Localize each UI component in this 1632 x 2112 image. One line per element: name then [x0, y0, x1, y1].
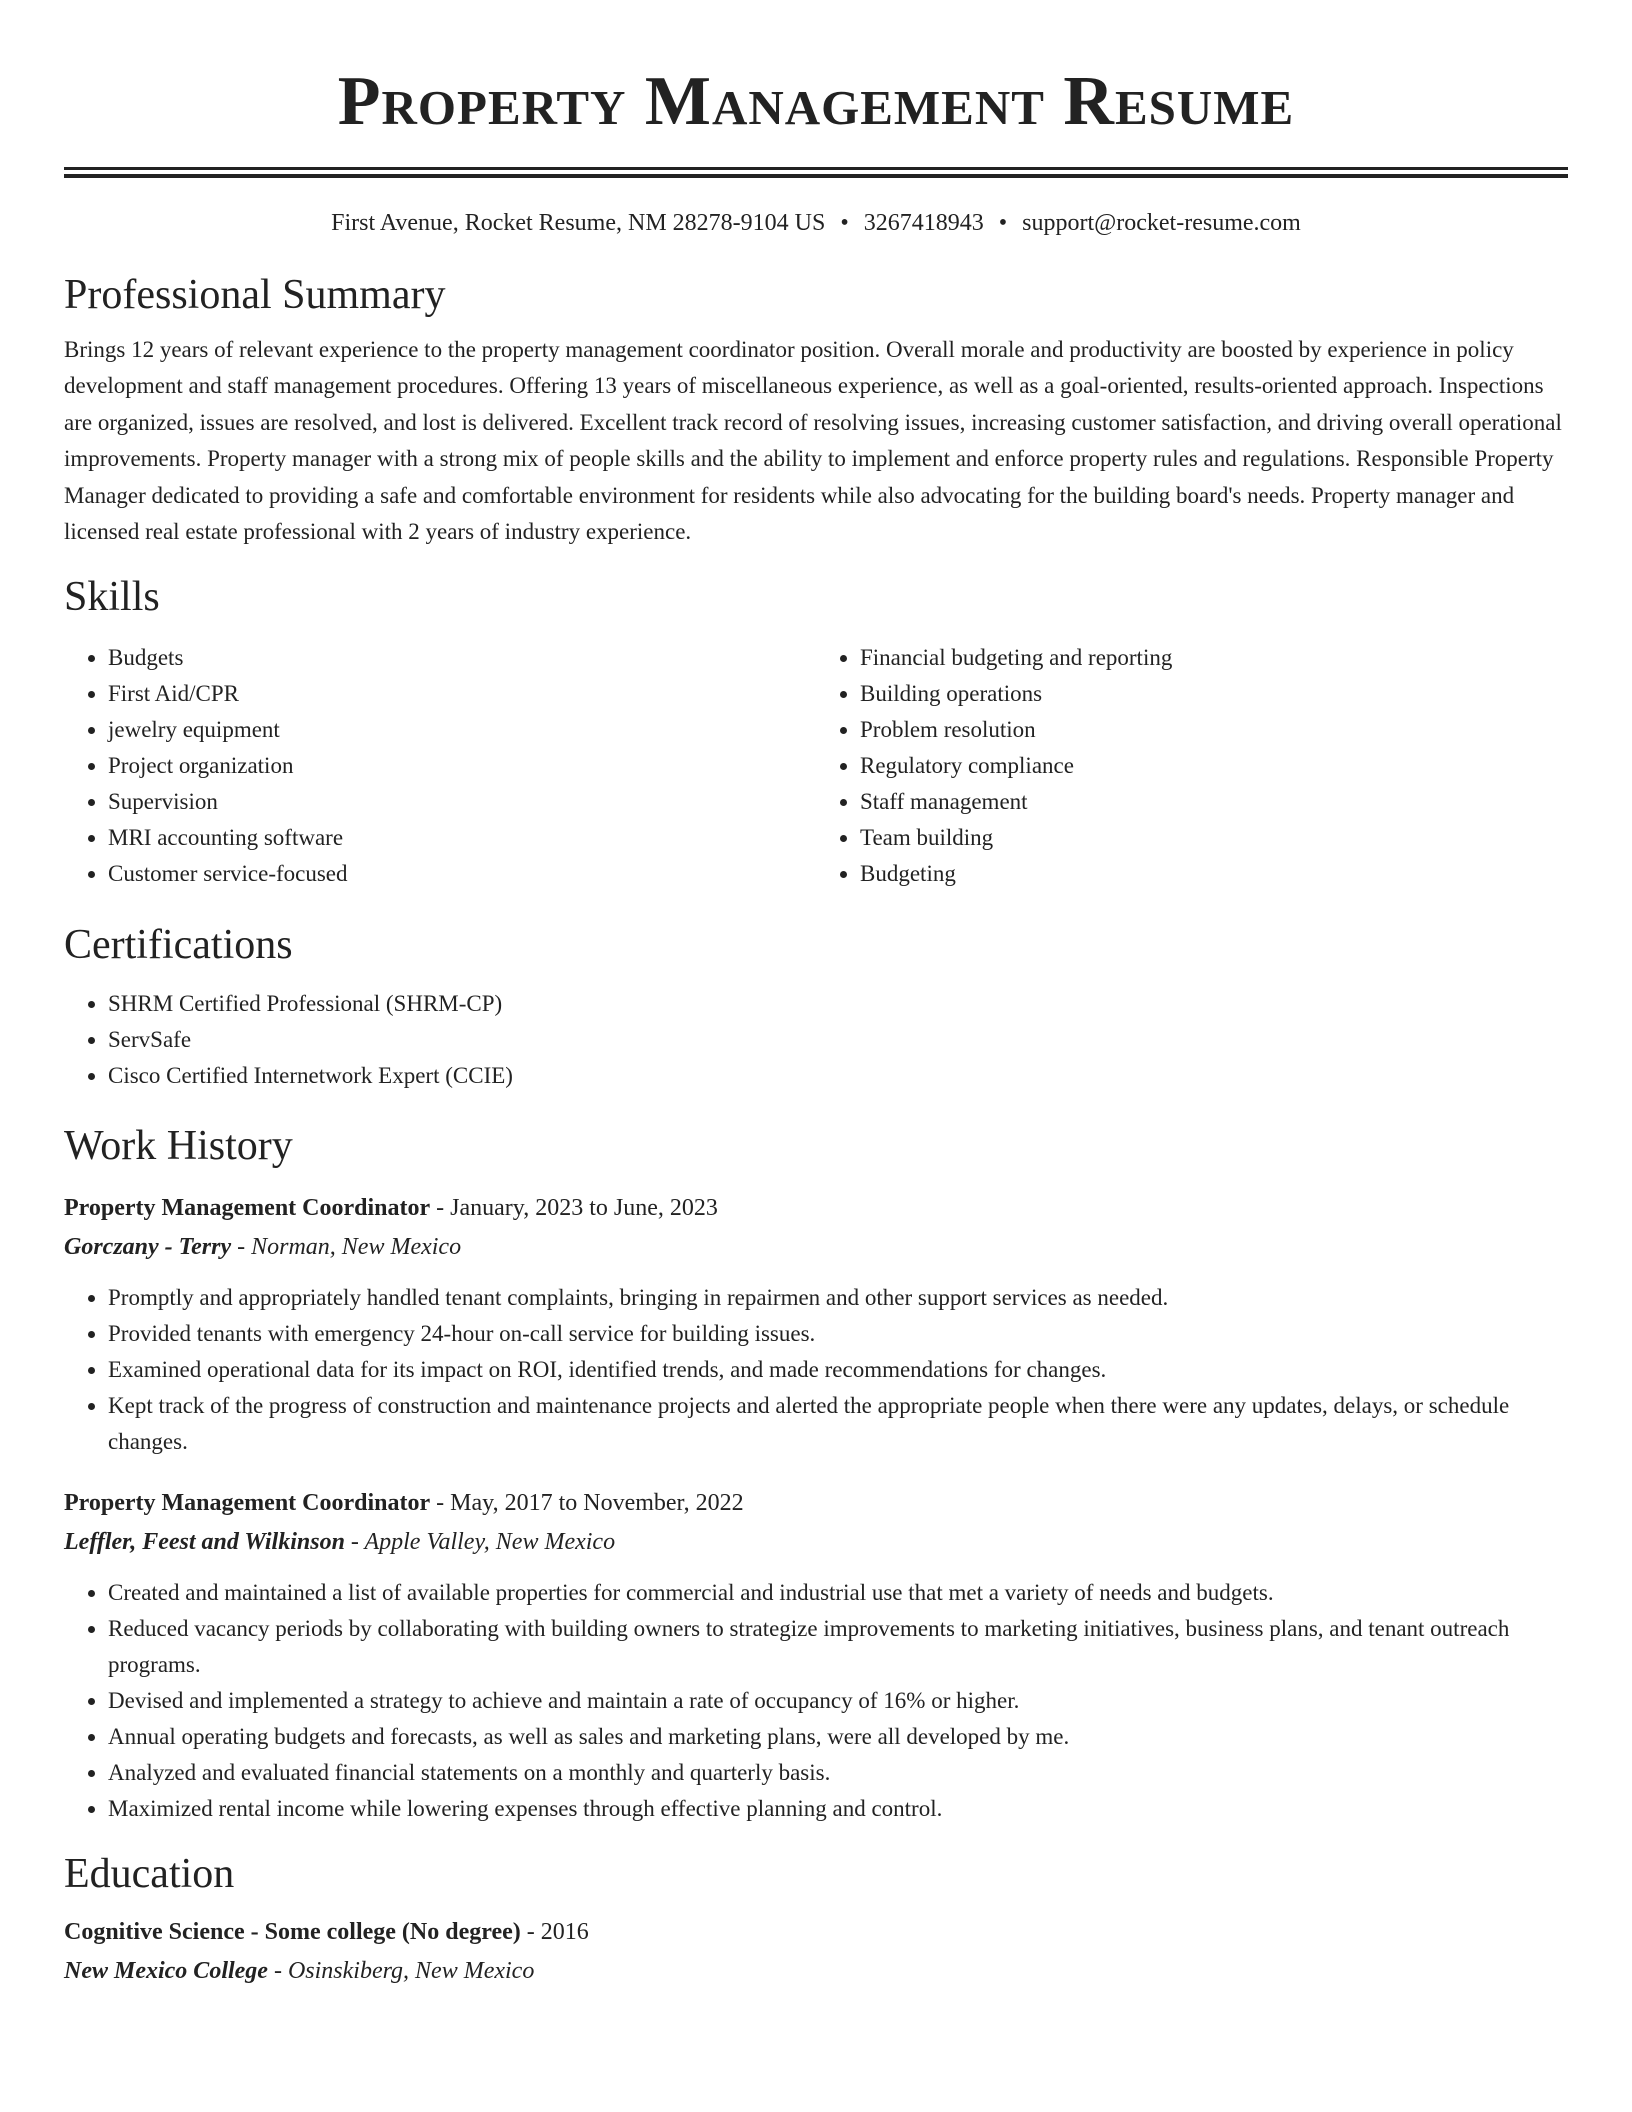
- job-title: Property Management Coordinator: [64, 1490, 431, 1517]
- education-year: - 2016: [520, 1919, 589, 1946]
- work-history-section: [64, 1121, 1568, 1827]
- section-heading-certifications: Certifications: [64, 922, 293, 969]
- job-bullet: • Kept track of the progress of construction and maintenance projects and alerted the appropriate people when there were any updates, delays, or schedule changes.: [108, 1388, 1568, 1460]
- contact-address: First Avenue, Rocket Resume, NM 28278-9104 US: [331, 210, 826, 236]
- job-bullets: [64, 1280, 1568, 1460]
- skills-section: [64, 572, 1568, 892]
- job-company-line: [64, 1228, 1568, 1267]
- certification-item: • Cisco Certified Internetwork Expert (CCIE): [108, 1058, 1568, 1094]
- contact-line: [64, 208, 1568, 238]
- skill-item: • Budgeting: [860, 856, 1568, 892]
- skill-item: • Budgets: [108, 640, 816, 676]
- skill-item: • First Aid/CPR: [108, 676, 816, 712]
- section-heading-skills: Skills: [64, 574, 160, 621]
- job-title-line: [64, 1484, 1568, 1523]
- education-degree-line: [64, 1913, 1568, 1952]
- job-entry: [64, 1484, 1568, 1827]
- certifications-list: [64, 986, 1568, 1094]
- contact-separator: •: [998, 210, 1008, 236]
- education-section: [64, 1849, 1568, 1991]
- job-bullets: [64, 1575, 1568, 1827]
- skills-list-left: [64, 640, 816, 892]
- job-bullet: • Examined operational data for its impact on ROI, identified trends, and made recommendations for changes.: [108, 1352, 1568, 1388]
- job-bullet: • Created and maintained a list of available properties for commercial and industrial use that met a variety of needs and budgets.: [108, 1575, 1568, 1611]
- section-heading-summary: Professional Summary: [64, 272, 446, 318]
- job-bullet: • Annual operating budgets and forecasts, as well as sales and marketing plans, were all developed by me.: [108, 1719, 1568, 1755]
- job-bullet: • Reduced vacancy periods by collaborating with building owners to strategize improvements to marketing initiatives, business plans, and tenant outreach programs.: [108, 1611, 1568, 1683]
- skill-item: • Problem resolution: [860, 712, 1568, 748]
- section-heading-work-history: Work History: [64, 1123, 293, 1170]
- skills-list-right: [816, 640, 1568, 892]
- skill-item: • MRI accounting software: [108, 820, 816, 856]
- skills-grid: [64, 640, 1568, 892]
- skill-item: • Regulatory compliance: [860, 748, 1568, 784]
- job-bullet: • Maximized rental income while lowering expenses through effective planning and control.: [108, 1791, 1568, 1827]
- job-bullet: • Promptly and appropriately handled tenant complaints, bringing in repairmen and other support services as needed.: [108, 1280, 1568, 1316]
- job-company-line: [64, 1523, 1568, 1562]
- education-location: - Osinskiberg, New Mexico: [267, 1958, 535, 1985]
- job-entry: [64, 1189, 1568, 1460]
- professional-summary-section: [64, 270, 1568, 550]
- skill-item: • Project organization: [108, 748, 816, 784]
- skill-item: • Team building: [860, 820, 1568, 856]
- job-company: Gorczany - Terry: [64, 1234, 232, 1261]
- job-company: Leffler, Feest and Wilkinson: [64, 1529, 345, 1556]
- section-heading-education: Education: [64, 1851, 235, 1898]
- skill-item: • Supervision: [108, 784, 816, 820]
- certifications-section: [64, 920, 1568, 1094]
- job-location: - Norman, New Mexico: [231, 1234, 462, 1261]
- job-location: - Apple Valley, New Mexico: [344, 1529, 616, 1556]
- resume-page: [64, 0, 1568, 1991]
- skill-item: • Staff management: [860, 784, 1568, 820]
- skill-item: • Building operations: [860, 676, 1568, 712]
- education-school-line: [64, 1952, 1568, 1991]
- resume-title: Property Management Resume: [337, 63, 1295, 140]
- contact-separator: •: [840, 210, 849, 236]
- contact-phone: 3267418943: [863, 210, 984, 236]
- certification-item: • ServSafe: [108, 1022, 1568, 1058]
- skill-item: • Financial budgeting and reporting: [860, 640, 1568, 676]
- education-degree: Cognitive Science - Some college (No degree): [64, 1919, 521, 1946]
- education-school: New Mexico College: [64, 1958, 268, 1985]
- job-dates: - May, 2017 to November, 2022: [430, 1490, 744, 1517]
- job-bullet: • Provided tenants with emergency 24-hour on-call service for building issues.: [108, 1316, 1568, 1352]
- skill-item: • jewelry equipment: [108, 712, 816, 748]
- summary-text: Brings 12 years of relevant experience to the property management coordinator position. Overall morale and productivity are boosted by experience in policy development and staff management procedures. Offering 13 years of miscellaneous experience, as well as a goal-oriented, results-oriented approach. Inspections are organized, issues are resolved, and lost is delivered. Excellent track record of resolving issues, increasing customer satisfaction, and driving overall operational improvements. Property manager with a strong mix of people skills and the ability to implement and enforce property rules and regulations. Responsible Property Manager dedicated to providing a safe and comfortable environment for residents while also advocating for the building board's needs. Property manager and licensed real estate professional with 2 years of industry experience.: [64, 337, 1562, 545]
- education-entry: [64, 1913, 1568, 1991]
- skill-item: • Customer service-focused: [108, 856, 816, 892]
- contact-email: support@rocket-resume.com: [1022, 210, 1301, 236]
- job-bullet: • Devised and implemented a strategy to achieve and maintain a rate of occupancy of 16% or higher.: [108, 1683, 1568, 1719]
- title-divider: [64, 167, 1568, 178]
- job-dates: - January, 2023 to June, 2023: [430, 1195, 718, 1222]
- certification-item: • SHRM Certified Professional (SHRM-CP): [108, 986, 1568, 1022]
- job-title: Property Management Coordinator: [64, 1195, 431, 1222]
- job-bullet: • Analyzed and evaluated financial statements on a monthly and quarterly basis.: [108, 1755, 1568, 1791]
- job-title-line: [64, 1189, 1568, 1228]
